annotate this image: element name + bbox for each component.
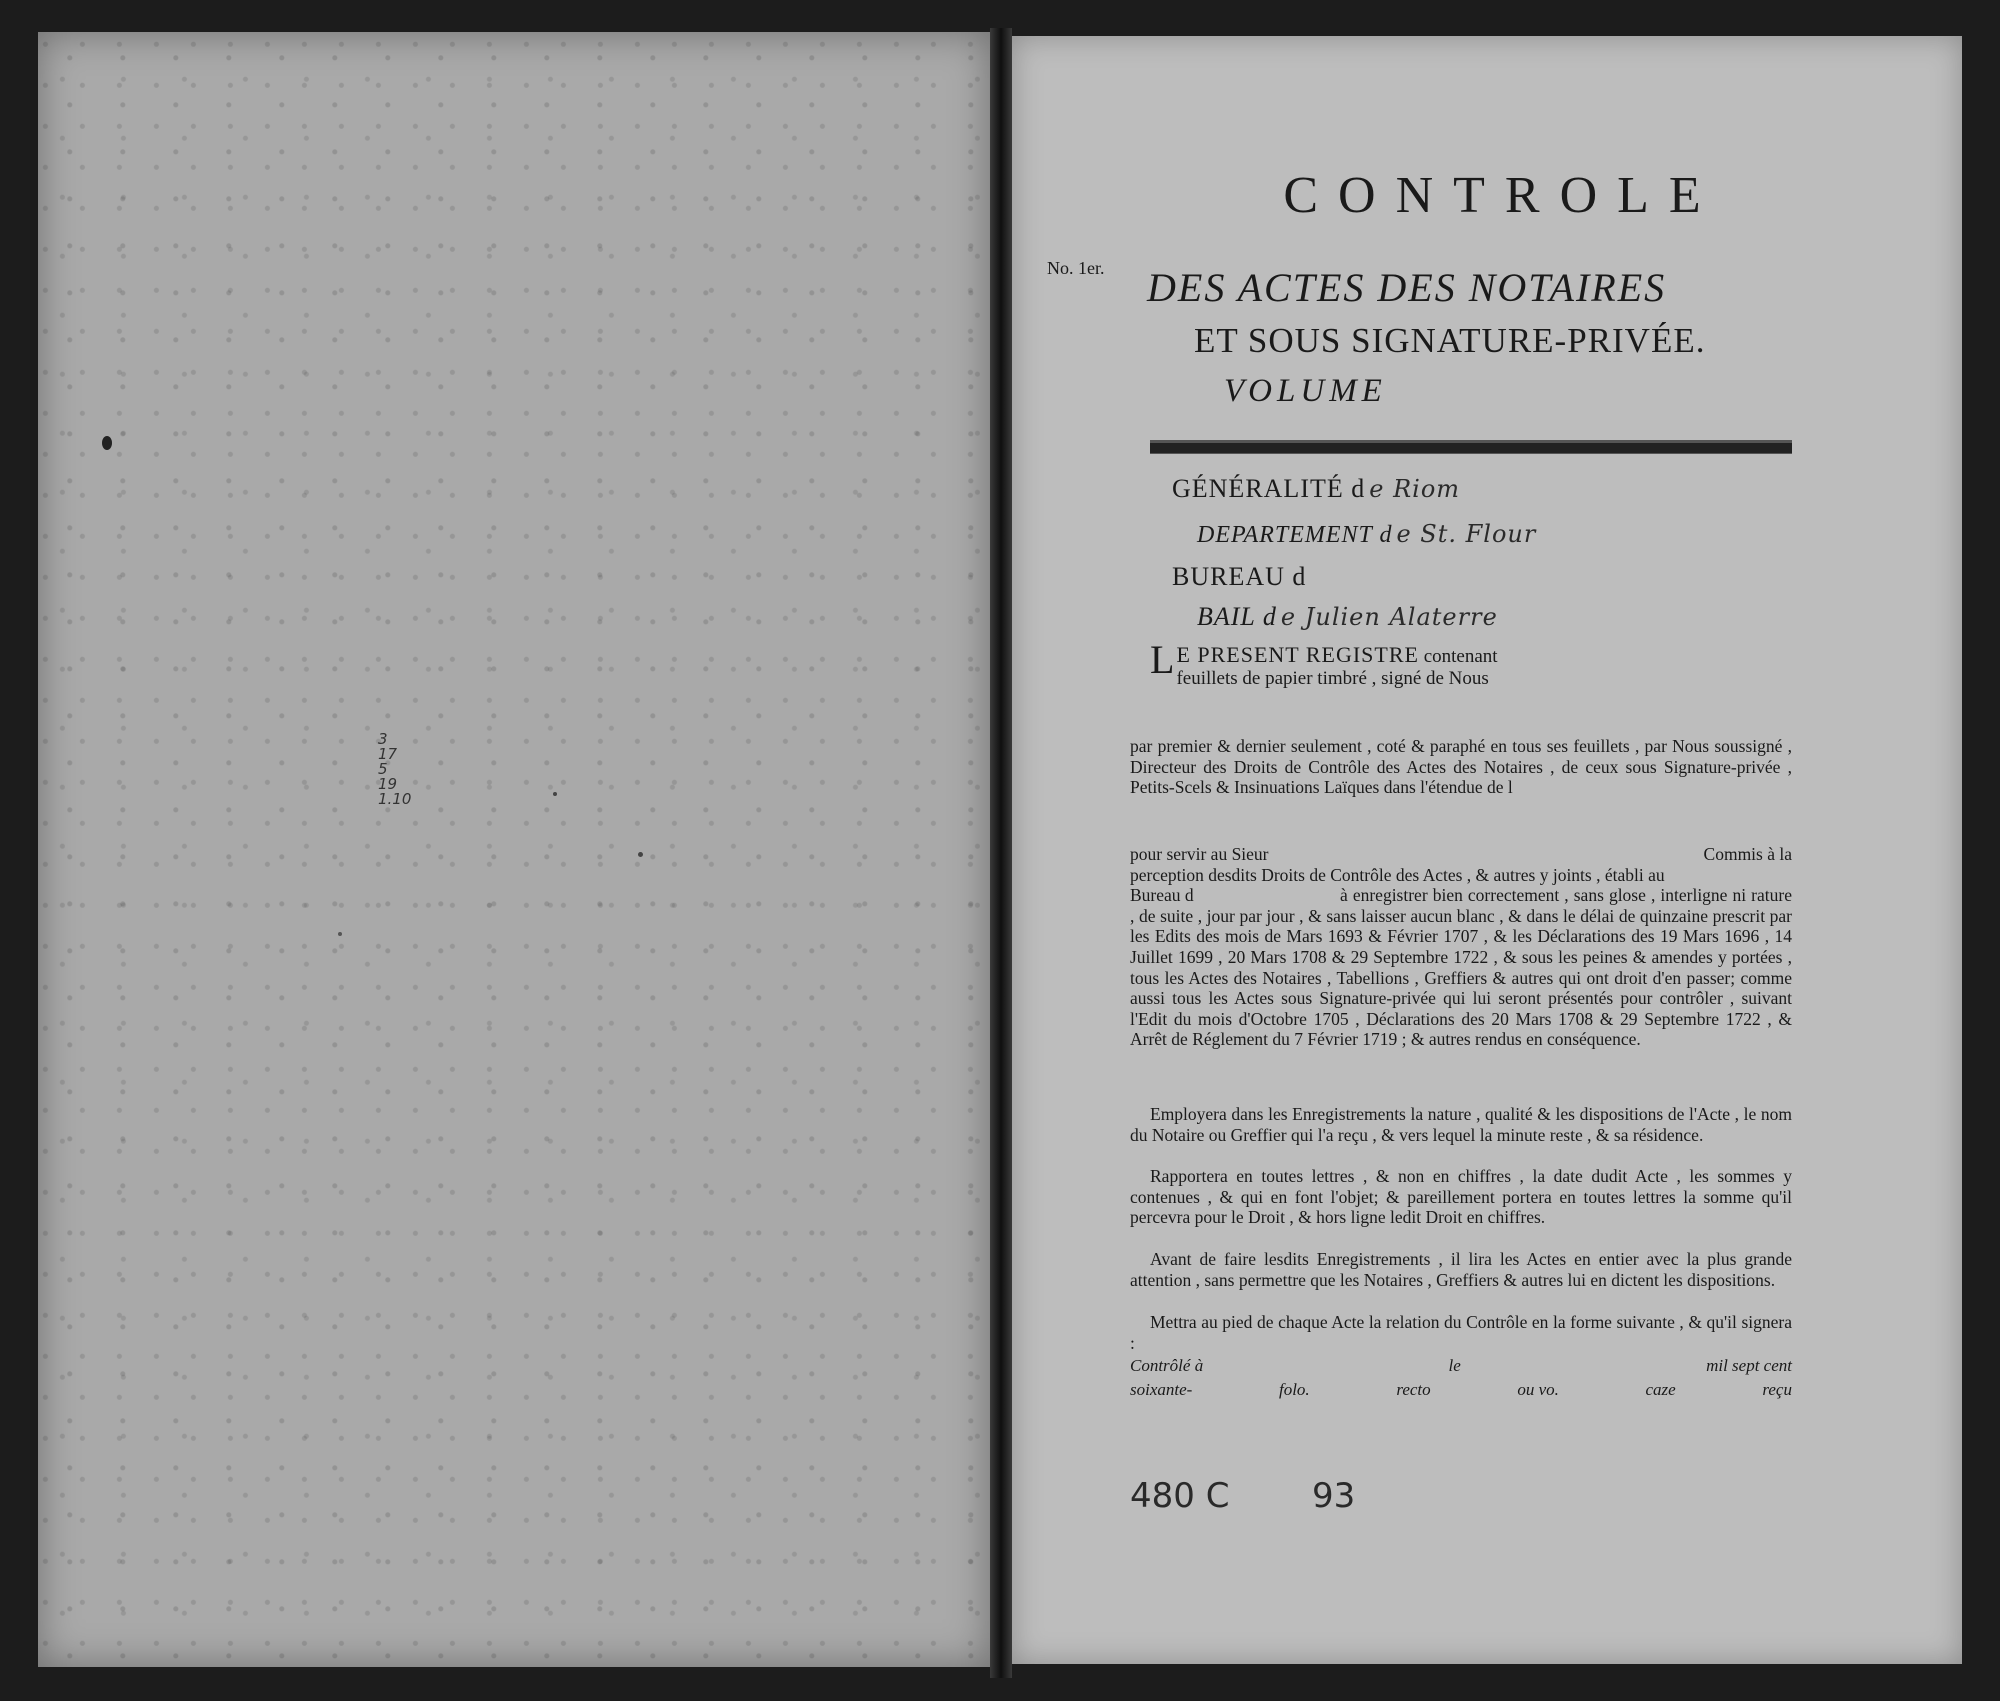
departement-field — [1197, 520, 1536, 549]
subtitle-line-2: ET SOUS SIGNATURE-PRIVÉE. — [1194, 321, 1706, 360]
departement-handwritten: e St. Flour — [1396, 520, 1537, 548]
formula-caze: caze — [1645, 1380, 1676, 1399]
number-label: No. 1er. — [1047, 258, 1105, 278]
paragraph-4: Rapportera en toutes lettres , & non en chiffres , la date dudit Acte , les sommes y contenues , & qui en font l'objet; & pareillement portera en toutes lettres la somme qu'il percevra pour le Droit , & hors ligne ledit Droit en chiffres. — [1130, 1166, 1792, 1228]
formula-soixante: soixante- — [1130, 1380, 1193, 1399]
ink-stain — [638, 852, 643, 857]
generalite-handwritten: e Riom — [1369, 475, 1461, 503]
para2-d: Bureau d — [1130, 885, 1194, 906]
pencil-figure: 19 — [378, 775, 398, 793]
left-page-blank — [38, 32, 990, 1667]
bureau-label: BUREAU d — [1172, 562, 1307, 591]
pencil-figure: 5 — [378, 760, 388, 778]
archive-shelfmark: 480 C — [1130, 1476, 1230, 1516]
paragraph-1: par premier & dernier seulement , coté & paraphé en tous ses feuillets , par Nous soussigné , Directeur des Droits de Contrôle des Actes des Notaires , de ceux sous Signature-privée , Petits-Scels & Insinuations Laïques dans l'étendue de l — [1130, 736, 1792, 798]
volume-label: VOLUME — [1224, 373, 1387, 409]
ink-stain — [102, 436, 112, 450]
pencil-figure: 17 — [378, 745, 398, 763]
page-title: CONTROLE — [1283, 167, 1721, 224]
paragraph-5: Avant de faire lesdits Enregistrements , il lira les Actes en entier avec la plus grande attention , sans permettre que les Notaires , Greffiers & autres lui en dictent les dispositions. — [1130, 1249, 1792, 1290]
book-gutter — [990, 28, 1012, 1678]
paragraph-6: Mettra au pied de chaque Acte la relation du Contrôle en la forme suivante , & qu'il signera : — [1130, 1312, 1792, 1353]
register-lead — [1150, 637, 1790, 690]
lead-rest: contenant — [1423, 646, 1498, 667]
ink-stain — [338, 932, 342, 936]
formula-recto: recto — [1396, 1380, 1431, 1399]
drop-cap: L — [1150, 637, 1175, 682]
paragraph-2 — [1130, 844, 1792, 1050]
formula-recu: reçu — [1762, 1380, 1792, 1399]
formula-verso: ou vo. — [1517, 1380, 1559, 1399]
divider-rule — [1150, 440, 1792, 454]
formula-row-1 — [1130, 1356, 1792, 1376]
para2-e: à enregistrer bien correctement , sans glose , interligne ni rature , de suite , jour par jour , & sans laisser aucun blanc , & dans le délai de quinzaine prescrit par les Edits des mois de Mars 1693 & Février 1707 , & les Déclarations des 19 Mars 1696 , 14 Juillet 1699 , 20 Mars 1708 & 29 Septembre 1722 , & sous les peines & amendes y portées , tous les Actes des Notaires , Tabellions , Greffiers & autres qui ont droit d'en passer; comme aussi tous les Actes sous Signature-privée qui lui seront présentés pour contrôler , suivant l'Edit du mois d'Octobre 1705 , Déclarations des 20 Mars 1708 & 29 Septembre 1722 , & Arrêt de Réglement du 7 Février 1719 ; & autres rendus en conséquence. — [1130, 885, 1792, 1050]
generalite-label: GÉNÉRALITÉ d — [1172, 474, 1366, 503]
paragraph-3: Employera dans les Enregistrements la nature , qualité & les dispositions de l'Acte , le nom du Notaire ou Greffier qui l'a reçu , & vers lequel la minute reste , & sa résidence. — [1130, 1104, 1792, 1145]
pencil-figure: 3 — [378, 730, 388, 748]
ink-stain — [553, 792, 557, 796]
formula-controle: Contrôlé à — [1130, 1356, 1204, 1375]
right-page — [1012, 36, 1962, 1664]
archive-number: 93 — [1312, 1476, 1356, 1516]
subtitle-line-1: DES ACTES DES NOTAIRES — [1147, 265, 1667, 310]
lead-line-2: feuillets de papier timbré , signé de Nous — [1176, 668, 1489, 689]
bail-field — [1197, 602, 1498, 632]
departement-label: DEPARTEMENT d — [1197, 522, 1393, 548]
lead-caps: E PRESENT REGISTRE — [1176, 642, 1419, 667]
formula-folo: folo. — [1278, 1380, 1310, 1399]
generalite-field — [1172, 474, 1460, 504]
para2-c: perception desdits Droits de Contrôle des Actes , & autres y joints , établi au — [1130, 864, 1665, 885]
pencil-figure: 1.10 — [378, 790, 412, 808]
bureau-field — [1172, 562, 1306, 592]
pencil-figures — [378, 732, 411, 807]
para2-b: Commis à la — [1703, 844, 1792, 864]
formula-mil: mil sept cent — [1706, 1356, 1792, 1375]
bail-handwritten: e Julien Alaterre — [1280, 603, 1498, 631]
formula-le: le — [1448, 1356, 1461, 1375]
bail-label: BAIL d — [1197, 602, 1277, 631]
formula-row-2 — [1130, 1380, 1792, 1400]
para2-a: pour servir au Sieur — [1130, 844, 1269, 864]
